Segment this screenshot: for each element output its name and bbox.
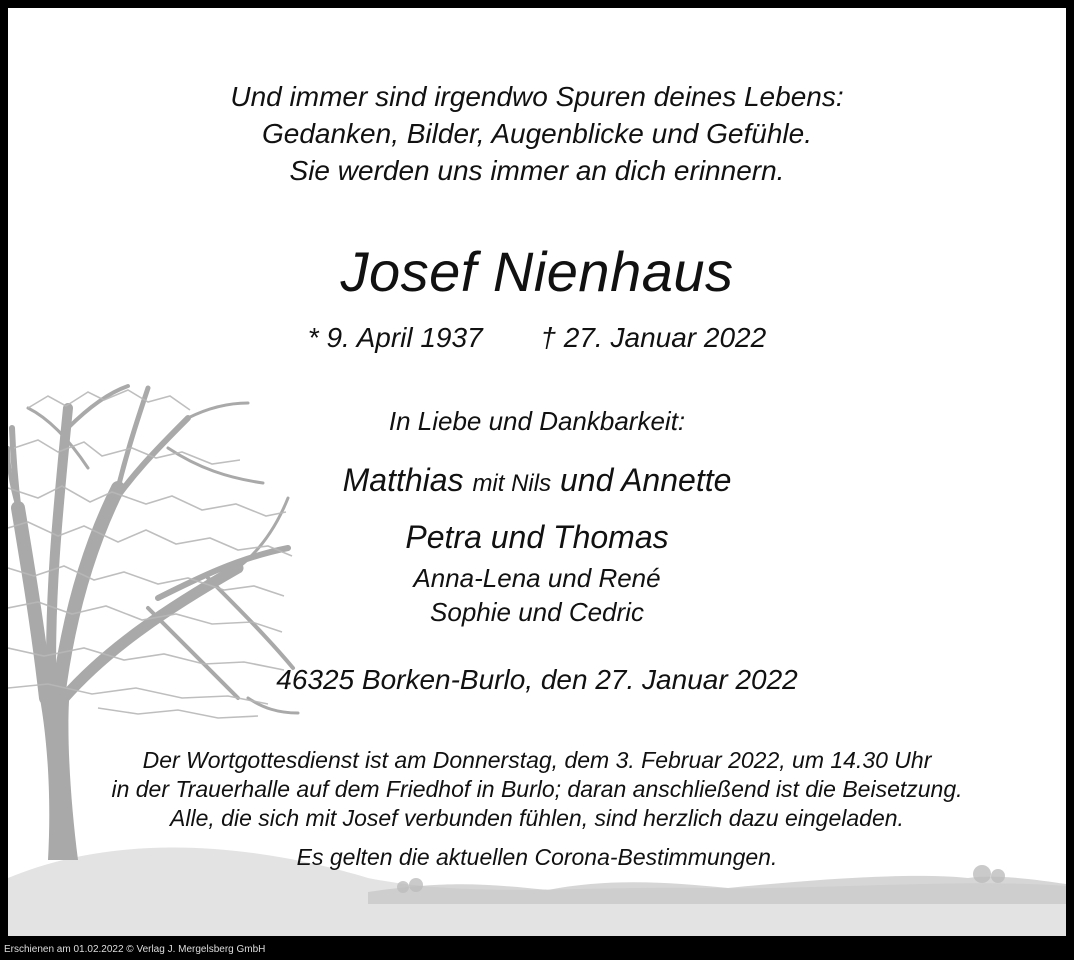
distant-hills-illustration [368, 876, 1066, 904]
corona-notice: Es gelten die aktuellen Corona-Bestimmungen. [296, 844, 778, 870]
quote-line: Gedanken, Bilder, Augenblicke und Gefühle. [261, 118, 812, 149]
service-line: Der Wortgottesdienst ist am Donnerstag, dem 3. Februar 2022, um 14.30 Uhr [142, 747, 932, 773]
quote-line: Sie werden uns immer an dich erinnern. [289, 155, 785, 186]
birth-date: * 9. April 1937 [307, 322, 483, 353]
service-line: in der Trauerhalle auf dem Friedhof in Burlo; daran anschließend ist die Beisetzung. [111, 776, 963, 802]
publication-credit: Erschienen am 01.02.2022 © Verlag J. Mergelsberg GmbH [4, 944, 266, 955]
grandchildren [8, 561, 1066, 629]
life-dates [8, 324, 1066, 352]
obituary-notice [8, 8, 1066, 936]
quote-line: Und immer sind irgendwo Spuren deines Lebens: [230, 81, 844, 112]
service-line: Alle, die sich mit Josef verbunden fühlen, sind herzlich dazu eingeladen. [170, 805, 904, 831]
death-date: † 27. Januar 2022 [540, 322, 767, 353]
deceased-name: Josef Nienhaus [340, 240, 734, 303]
thanks-heading: In Liebe und Dankbarkeit: [388, 406, 686, 436]
memorial-quote [8, 78, 1066, 189]
grandchildren-line: Sophie und Cedric [430, 597, 644, 627]
family-member: Matthias [342, 462, 464, 498]
grandchildren-line: Anna-Lena und René [413, 563, 661, 593]
family-member: und Annette [559, 462, 732, 498]
family-line-2: Petra und Thomas [405, 519, 669, 555]
place-date: 46325 Borken-Burlo, den 27. Januar 2022 [276, 664, 798, 695]
family-member-small: mit Nils [472, 470, 552, 497]
service-info [8, 746, 1066, 833]
family-line-1 [8, 464, 1066, 496]
